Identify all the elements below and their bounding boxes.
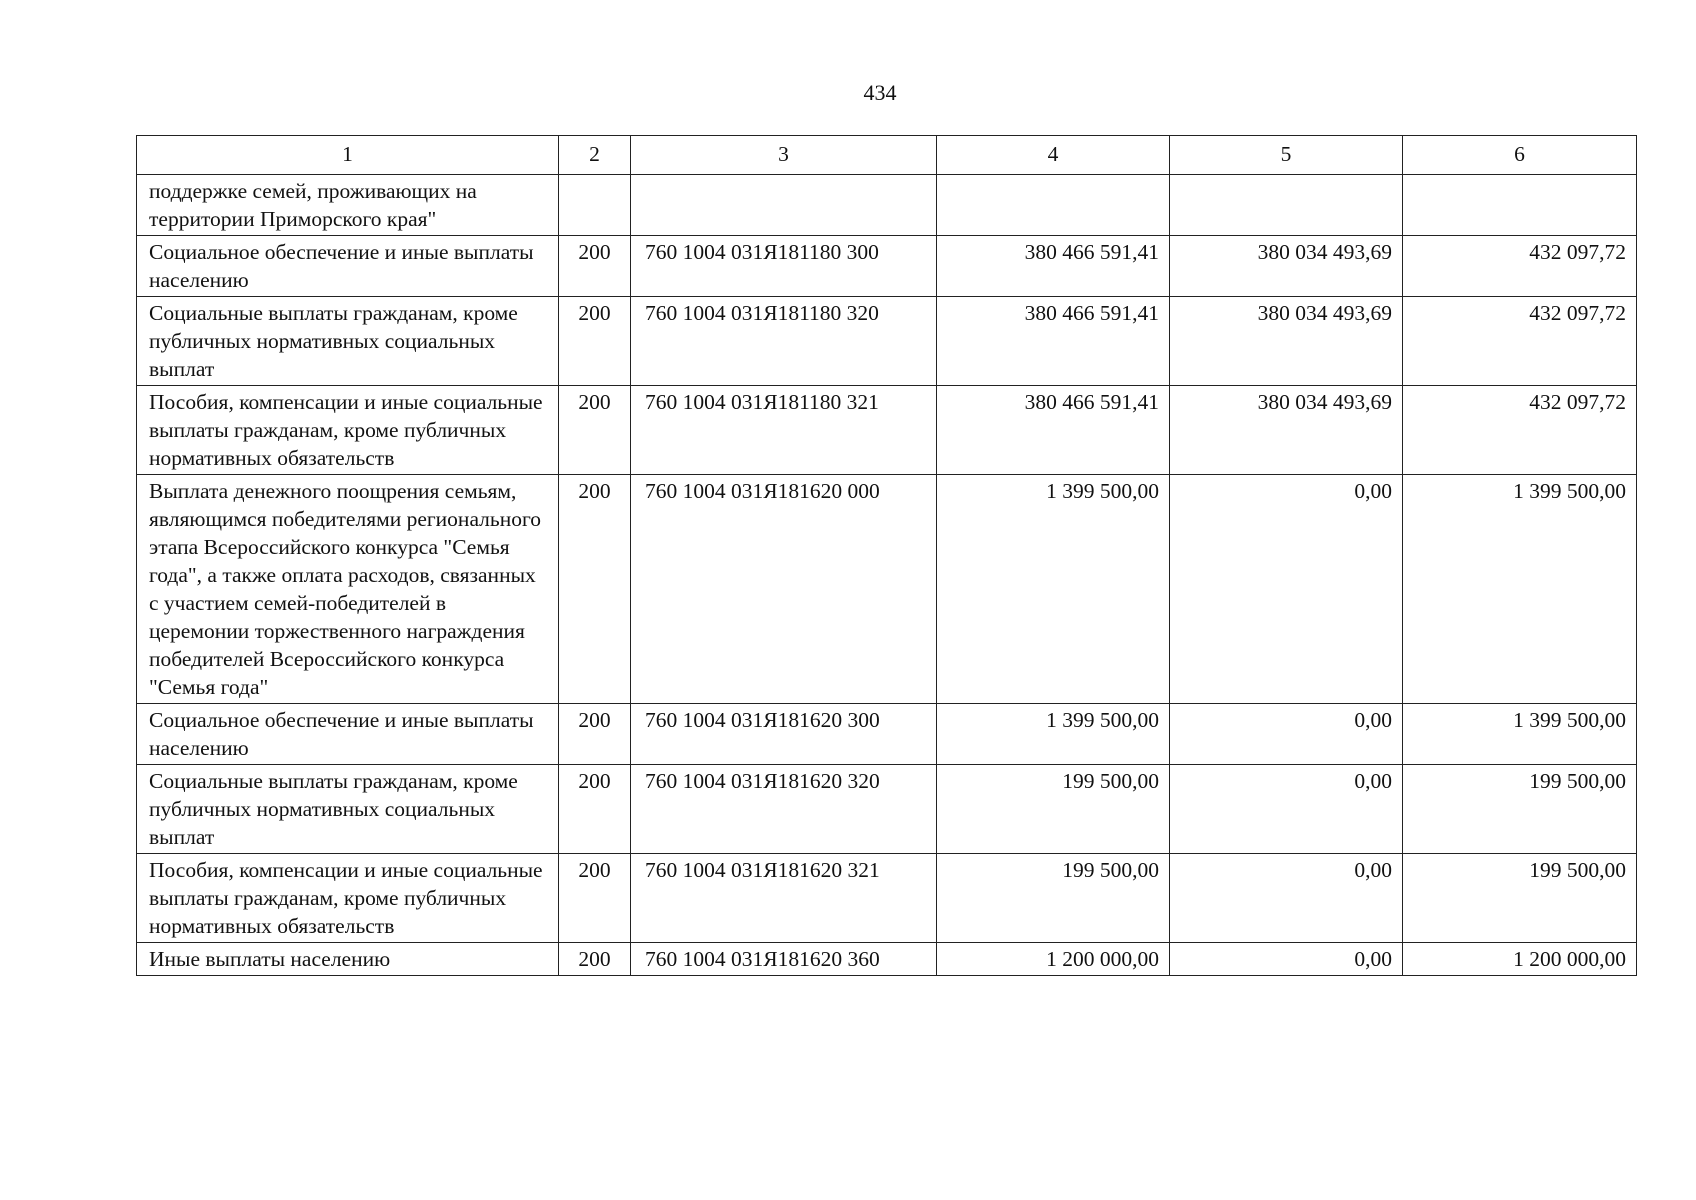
row-col4-cell: 199 500,00 xyxy=(937,854,1170,943)
row-col4-cell: 380 466 591,41 xyxy=(937,386,1170,475)
row-grbs-cell xyxy=(559,175,631,236)
row-col6-cell xyxy=(1403,175,1637,236)
table-row xyxy=(137,854,1637,943)
row-col5-cell: 0,00 xyxy=(1170,765,1403,854)
header-col-5: 5 xyxy=(1170,136,1403,175)
row-col5-cell: 0,00 xyxy=(1170,854,1403,943)
row-name-cell: Социальное обеспечение и иные выплаты населению xyxy=(137,704,559,765)
row-code-cell: 760 1004 031Я181620 000 xyxy=(631,475,937,704)
row-col5-cell: 380 034 493,69 xyxy=(1170,236,1403,297)
row-col6-cell: 1 399 500,00 xyxy=(1403,704,1637,765)
row-code-cell: 760 1004 031Я181180 300 xyxy=(631,236,937,297)
row-grbs-cell: 200 xyxy=(559,943,631,976)
row-name-cell: поддержке семей, проживающих на территории Приморского края" xyxy=(137,175,559,236)
row-grbs-cell: 200 xyxy=(559,475,631,704)
header-col-1: 1 xyxy=(137,136,559,175)
row-name-cell: Пособия, компенсации и иные социальные выплаты гражданам, кроме публичных нормативных обязательств xyxy=(137,386,559,475)
row-col5-cell: 0,00 xyxy=(1170,475,1403,704)
row-code-cell xyxy=(631,175,937,236)
row-col4-cell xyxy=(937,175,1170,236)
page-number: 434 xyxy=(863,80,897,105)
row-col6-cell: 432 097,72 xyxy=(1403,386,1637,475)
row-col6-cell: 432 097,72 xyxy=(1403,236,1637,297)
row-col4-cell: 380 466 591,41 xyxy=(937,297,1170,386)
row-code-cell: 760 1004 031Я181620 360 xyxy=(631,943,937,976)
header-col-6: 6 xyxy=(1403,136,1637,175)
row-col5-cell: 380 034 493,69 xyxy=(1170,297,1403,386)
table-body xyxy=(137,175,1637,976)
row-col6-cell: 1 399 500,00 xyxy=(1403,475,1637,704)
row-grbs-cell: 200 xyxy=(559,236,631,297)
row-grbs-cell: 200 xyxy=(559,765,631,854)
table-row xyxy=(137,704,1637,765)
row-col4-cell: 1 399 500,00 xyxy=(937,475,1170,704)
row-col4-cell: 1 200 000,00 xyxy=(937,943,1170,976)
row-col5-cell xyxy=(1170,175,1403,236)
header-col-3: 3 xyxy=(631,136,937,175)
table-row xyxy=(137,175,1637,236)
table-header xyxy=(137,136,1637,175)
row-col5-cell: 0,00 xyxy=(1170,943,1403,976)
row-name-cell: Социальные выплаты гражданам, кроме публичных нормативных социальных выплат xyxy=(137,765,559,854)
row-col6-cell: 199 500,00 xyxy=(1403,854,1637,943)
row-col6-cell: 1 200 000,00 xyxy=(1403,943,1637,976)
row-col4-cell: 380 466 591,41 xyxy=(937,236,1170,297)
row-grbs-cell: 200 xyxy=(559,704,631,765)
row-grbs-cell: 200 xyxy=(559,386,631,475)
header-row xyxy=(137,136,1637,175)
header-col-2: 2 xyxy=(559,136,631,175)
table-row xyxy=(137,297,1637,386)
row-name-cell: Социальные выплаты гражданам, кроме публичных нормативных социальных выплат xyxy=(137,297,559,386)
row-col6-cell: 432 097,72 xyxy=(1403,297,1637,386)
row-col5-cell: 0,00 xyxy=(1170,704,1403,765)
row-col4-cell: 1 399 500,00 xyxy=(937,704,1170,765)
row-col4-cell: 199 500,00 xyxy=(937,765,1170,854)
budget-table xyxy=(136,135,1637,976)
row-grbs-cell: 200 xyxy=(559,854,631,943)
row-name-cell: Иные выплаты населению xyxy=(137,943,559,976)
row-grbs-cell: 200 xyxy=(559,297,631,386)
row-name-cell: Выплата денежного поощрения семьям, являющимся победителями регионального этапа Всероссийского конкурса "Семья года", а также оплата расходов, связанных с участием семей-победителей в церемонии торжественного награждения победителей Всероссийского конкурса "Семья года" xyxy=(137,475,559,704)
row-code-cell: 760 1004 031Я181180 321 xyxy=(631,386,937,475)
table-row xyxy=(137,943,1637,976)
row-code-cell: 760 1004 031Я181620 300 xyxy=(631,704,937,765)
row-name-cell: Пособия, компенсации и иные социальные выплаты гражданам, кроме публичных нормативных обязательств xyxy=(137,854,559,943)
row-col6-cell: 199 500,00 xyxy=(1403,765,1637,854)
table-row xyxy=(137,765,1637,854)
table-row xyxy=(137,236,1637,297)
header-col-4: 4 xyxy=(937,136,1170,175)
row-code-cell: 760 1004 031Я181620 321 xyxy=(631,854,937,943)
row-code-cell: 760 1004 031Я181620 320 xyxy=(631,765,937,854)
table-row xyxy=(137,475,1637,704)
table-row xyxy=(137,386,1637,475)
row-code-cell: 760 1004 031Я181180 320 xyxy=(631,297,937,386)
row-col5-cell: 380 034 493,69 xyxy=(1170,386,1403,475)
row-name-cell: Социальное обеспечение и иные выплаты населению xyxy=(137,236,559,297)
